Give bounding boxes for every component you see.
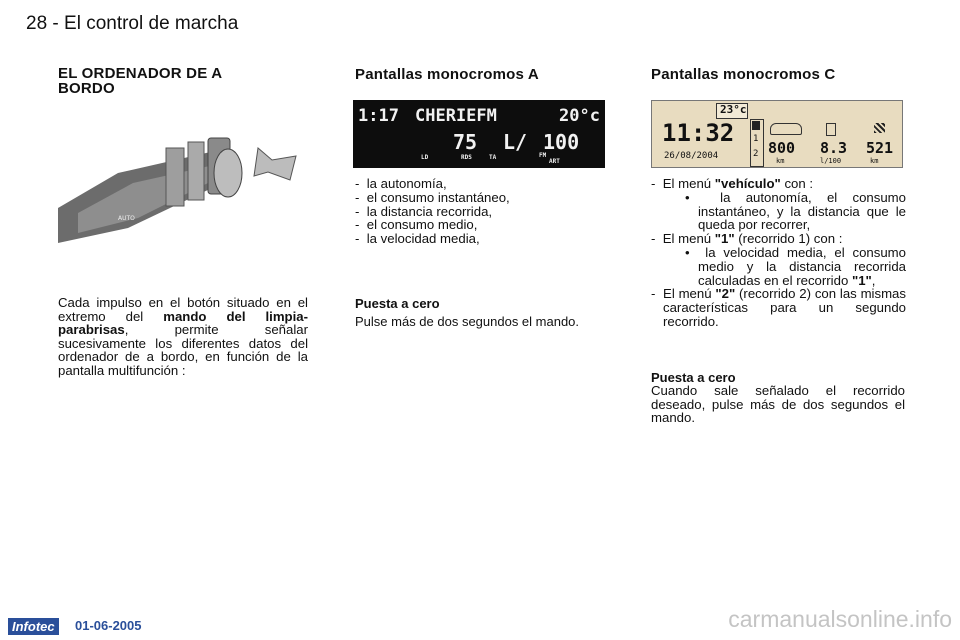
display-c-screen	[651, 100, 903, 168]
list-subitem: • la velocidad media, el consumo medio y la distancia recorrida calculadas en el recorrido "1",	[685, 244, 906, 288]
display-a-time: 1:17	[358, 106, 399, 126]
section-heading-display-c: Pantallas monocromos C	[651, 66, 836, 83]
display-c-unit: km	[870, 157, 879, 165]
watermark: carmanualsonline.info	[728, 606, 952, 632]
display-c-time: 11:32	[662, 119, 735, 147]
display-a-station: CHERIEFM	[415, 106, 497, 126]
display-c-temp: 23°c	[720, 103, 747, 116]
display-c-unit: km	[776, 157, 785, 165]
finish-flag-icon	[874, 123, 885, 133]
display-c-tab: 1	[753, 134, 759, 144]
list-item: - la autonomía,	[355, 176, 447, 191]
display-a-label: ART	[549, 158, 560, 165]
wiper-stalk-illustration	[58, 118, 308, 248]
section-heading-computer: EL ORDENADOR DE A BORDO	[58, 65, 222, 97]
display-a-unit: L/	[503, 130, 528, 154]
reset-text-a: Pulse más de dos segundos el mando.	[355, 314, 580, 329]
page-title: 28 - El control de marcha	[26, 13, 239, 34]
reset-heading-c: Puesta a cero	[651, 370, 736, 385]
display-a-value-left: 75	[453, 130, 478, 154]
section-heading-display-a: Pantallas monocromos A	[355, 66, 539, 83]
intro-paragraph: Cada impulso en el botón situado en el extremo del mando del limpia-parabrisas, permite señalar sucesivamente los diferentes datos del ordenador de a bordo, en función de la pantalla multifunción :	[58, 295, 308, 378]
display-c-date: 26/08/2004	[664, 151, 719, 161]
display-a-screen	[353, 100, 605, 168]
display-c-value: 800	[768, 139, 796, 157]
display-c-tab: 2	[753, 149, 759, 159]
display-a-label: TA	[489, 154, 497, 161]
list-item: - El menú "vehículo" con : • la autonomía, el consumo instantáneo, y la distancia que le queda por recorrer,	[651, 176, 907, 233]
reset-heading-a: Puesta a cero	[355, 296, 440, 311]
list-item: - el consumo medio,	[355, 217, 478, 233]
reset-text-c: Cuando sale señalado el recorrido deseado, pulse más de dos segundos el mando.	[651, 383, 905, 425]
display-a-label: LD	[421, 154, 429, 161]
list-item: - la velocidad media,	[355, 231, 480, 247]
display-c-list	[651, 177, 906, 329]
list-subitem: • la autonomía, el consumo instantáneo, y la distancia que le queda por recorrer,	[685, 189, 907, 233]
svg-text:AUTO: AUTO	[118, 215, 135, 222]
display-a-label: RDS	[461, 154, 472, 161]
car-fuel-icon	[770, 123, 802, 135]
display-c-unit: l/100	[820, 157, 842, 165]
display-a-label: FM	[539, 152, 547, 159]
display-c-value: 8.3	[820, 139, 848, 157]
display-c-value: 521	[866, 139, 894, 157]
list-item: - la distancia recorrida,	[355, 203, 493, 219]
display-a-list	[355, 177, 615, 246]
display-a-value-right: 100	[543, 130, 580, 154]
fuel-pump-icon	[826, 123, 836, 136]
footer-date: 01-06-2005	[75, 618, 142, 633]
list-item: - El menú "2" (recorrido 2) con las mismas características para un segundo recorrido.	[651, 286, 906, 329]
car-icon	[752, 121, 760, 130]
list-item: - el consumo instantáneo,	[355, 189, 510, 205]
list-item: - El menú "1" (recorrido 1) con : • la velocidad media, el consumo medio y la distancia recorrida calculadas en el recorrido "1",	[651, 231, 906, 288]
infotec-logo: Infotec	[8, 618, 59, 635]
display-a-temp: 20°c	[559, 106, 600, 126]
